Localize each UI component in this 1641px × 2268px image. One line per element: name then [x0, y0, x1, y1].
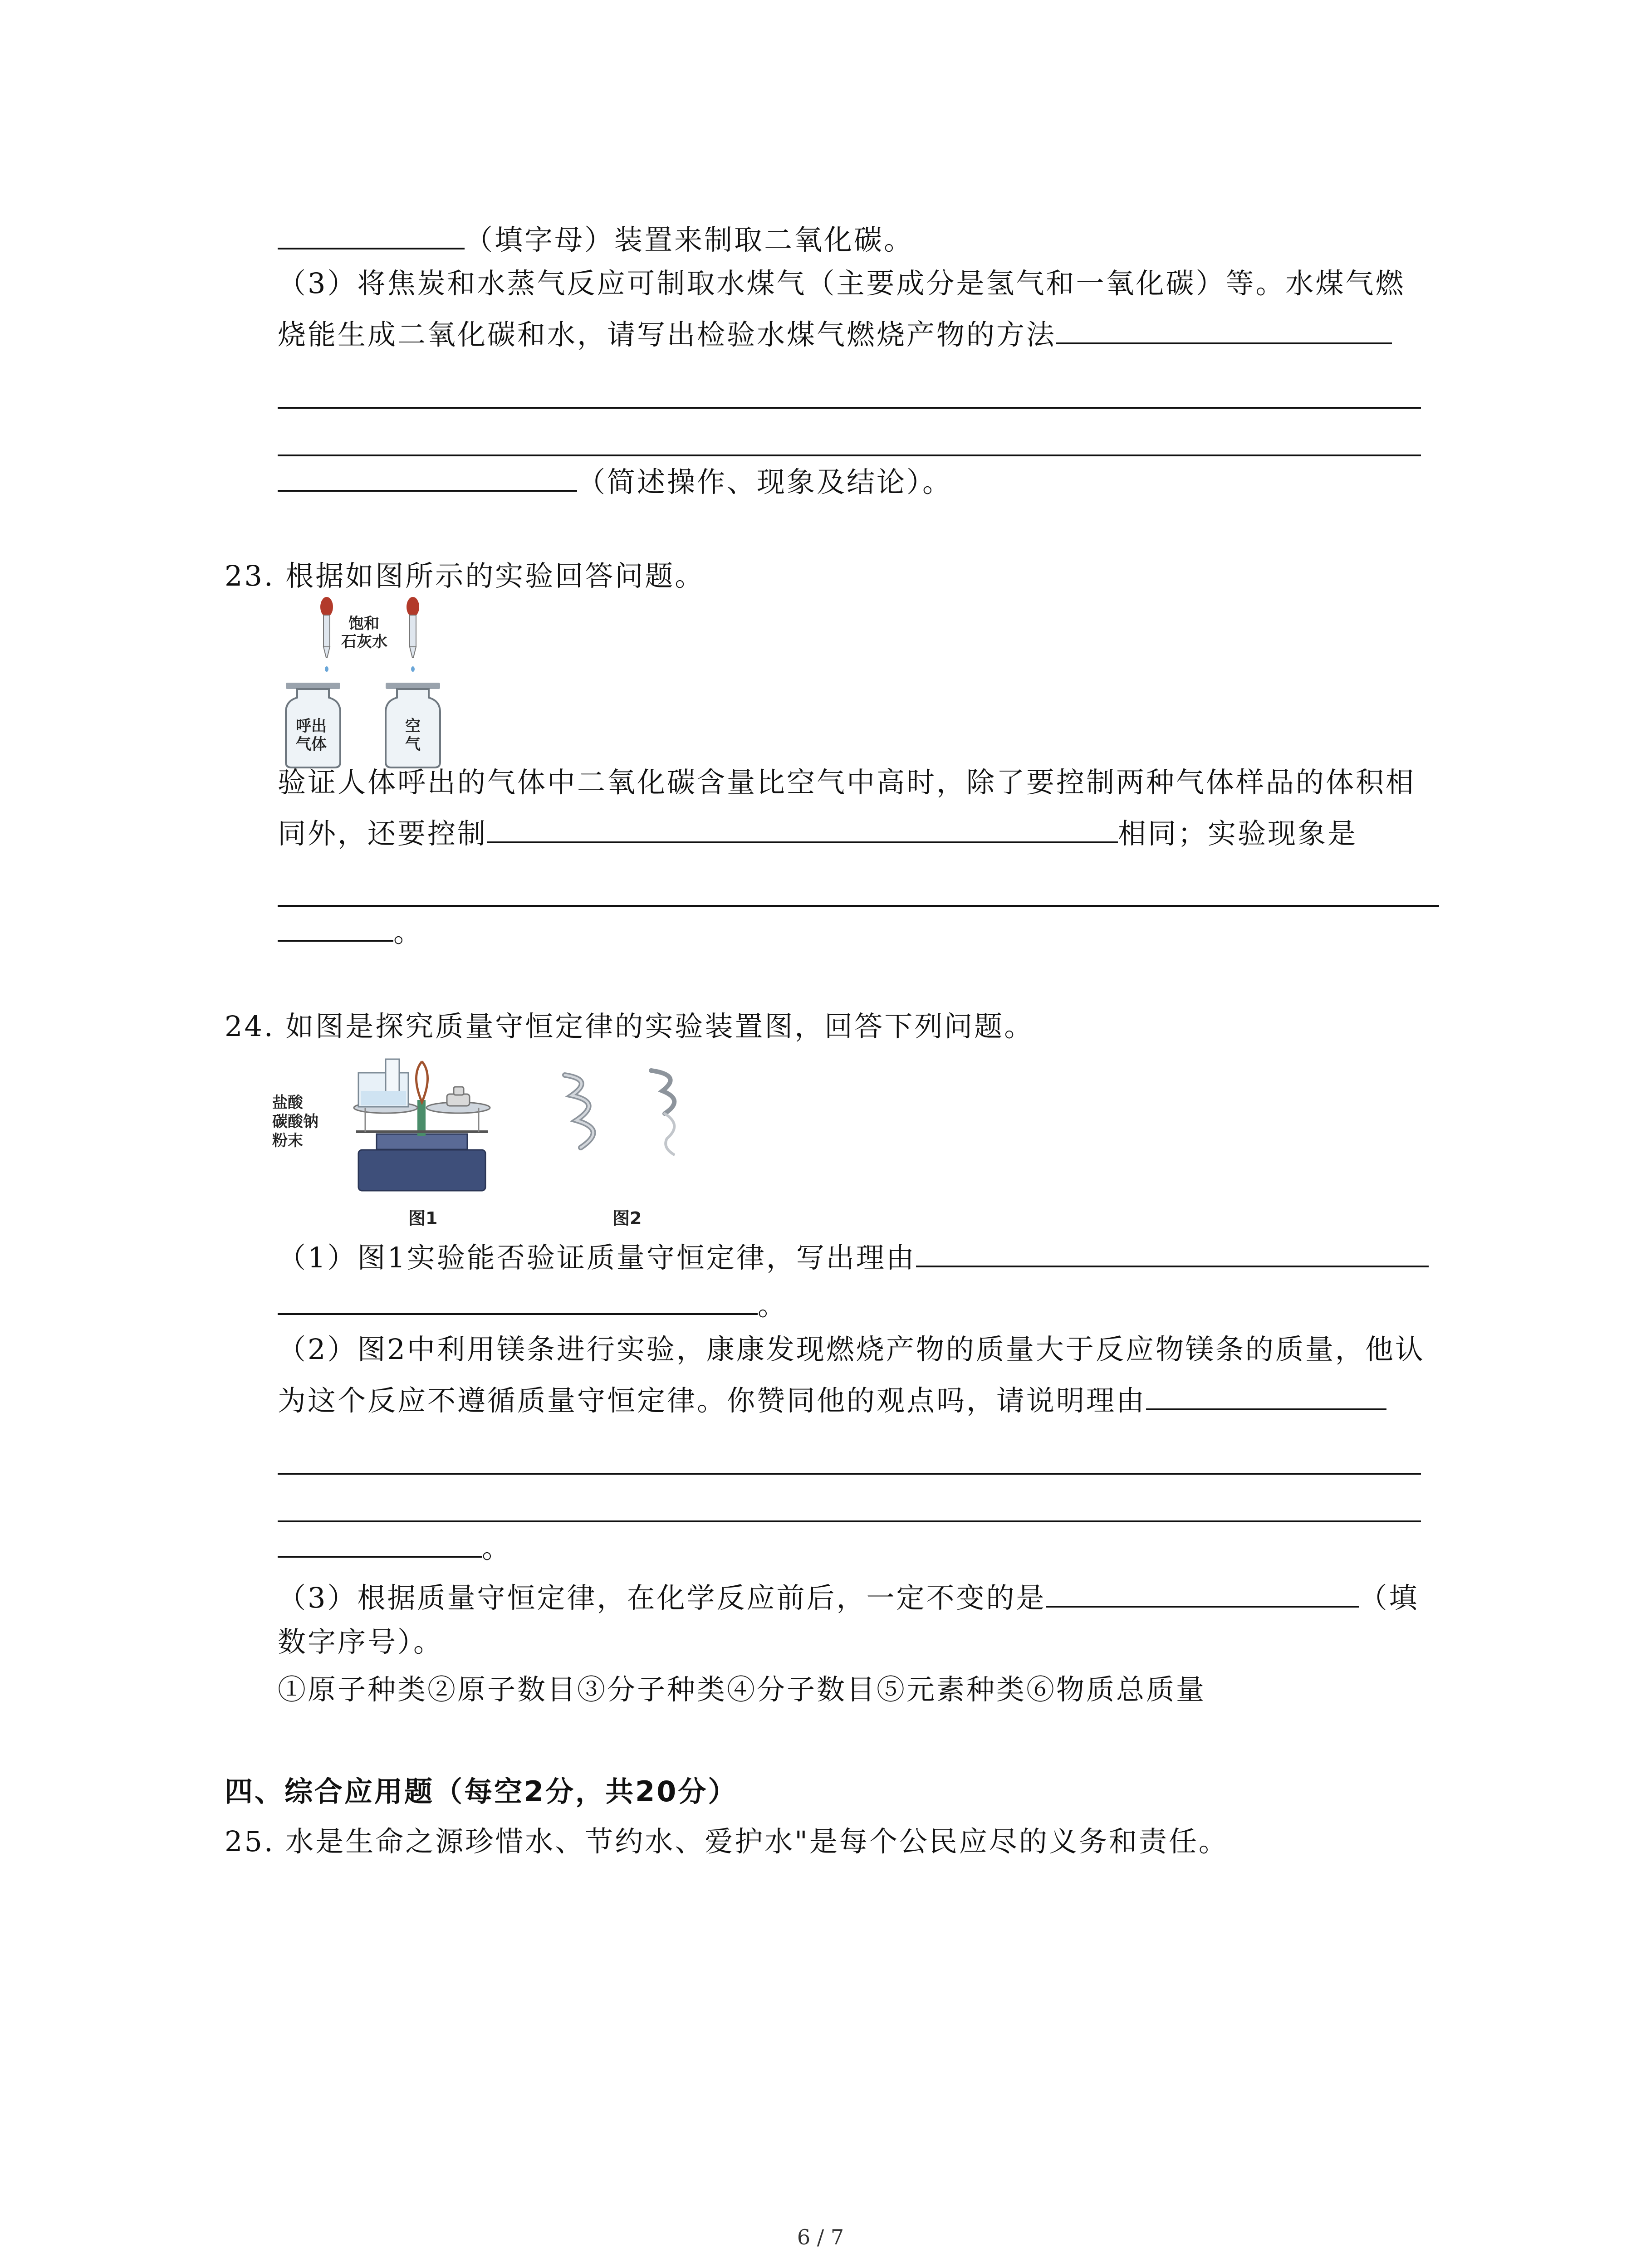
page-number: 6 / 7 — [797, 2225, 844, 2249]
answer-blank[interactable] — [278, 216, 465, 249]
reagent-label: 粉末 — [272, 1132, 303, 1150]
q22-part3-tail-text: （简述操作、现象及结论）。 — [577, 465, 953, 499]
q24-part1-end-mark: 。 — [758, 1289, 788, 1322]
q22-part3-line2 — [278, 311, 1392, 355]
q23-body-line2-prefix: 同外，还要控制 — [278, 817, 488, 850]
mass-conservation-figure — [272, 1057, 726, 1229]
answer-line[interactable] — [278, 1473, 1421, 1475]
q24-part1-end — [278, 1281, 788, 1326]
q24-part3-line2: 数字序号）。 — [278, 1625, 444, 1658]
answer-blank[interactable] — [487, 810, 1118, 843]
bottle-label: 空 — [405, 717, 421, 735]
magnesium-ribbon-icon — [565, 1075, 593, 1148]
answer-blank[interactable] — [1146, 1377, 1386, 1410]
answer-blank[interactable] — [278, 1524, 482, 1558]
answer-blank[interactable] — [1056, 311, 1392, 344]
q23-end — [278, 908, 423, 953]
q23-figure — [272, 590, 463, 771]
bottle-label: 呼出 — [296, 717, 327, 735]
pointer-icon — [416, 1061, 428, 1102]
balance-icon — [354, 1100, 490, 1191]
q24-stem: 24. 如图是探究质量守恒定律的实验装置图，回答下列问题。 — [225, 1010, 1034, 1043]
beaker-icon — [358, 1059, 408, 1107]
answer-blank[interactable] — [916, 1234, 1429, 1267]
reagent-label: 饱和 — [348, 615, 379, 633]
bottle-label: 气 — [405, 735, 421, 753]
q23-body-line1: 验证人体呼出的气体中二氧化碳含量比空气中高时，除了要控制两种气体样品的体积相 — [278, 766, 1416, 799]
q22-part3-line1: （3）将焦炭和水蒸气反应可制取水煤气（主要成分是氢气和一氧化碳）等。水煤气燃 — [278, 267, 1406, 300]
q24-part2-line2-text: 为这个反应不遵循质量守恒定律。你赞同他的观点吗，请说明理由 — [278, 1384, 1146, 1417]
q24-part3-line1 — [278, 1574, 1419, 1618]
q24-part1 — [278, 1234, 1429, 1278]
figure-caption: 图1 — [408, 1208, 438, 1228]
q22-part3-tail — [278, 458, 952, 503]
reagent-label: 碳酸钠 — [272, 1113, 318, 1131]
q23-body-line2 — [278, 810, 1357, 854]
q24-part3-line1-suffix: （填 — [1359, 1581, 1419, 1614]
q24-part2-end-mark: 。 — [482, 1531, 512, 1564]
answer-blank[interactable] — [278, 1281, 758, 1315]
reagent-label: 盐酸 — [272, 1094, 303, 1112]
answer-line[interactable] — [278, 1520, 1421, 1522]
q22-part3-line2-text: 烧能生成二氧化碳和水，请写出检验水煤气燃烧产物的方法 — [278, 318, 1057, 351]
dropper-icon — [407, 597, 419, 672]
dropper-icon — [320, 597, 333, 672]
q25-stem: 25. 水是生命之源珍惜水、节约水、爱护水"是每个公民应尽的义务和责任。 — [225, 1825, 1229, 1858]
burnt-ribbon-icon — [651, 1070, 674, 1154]
q23-end-mark: 。 — [393, 915, 424, 948]
q24-part3-line1-prefix: （3）根据质量守恒定律，在化学反应前后，一定不变的是 — [278, 1581, 1046, 1614]
section4-heading: 四、综合应用题（每空2分，共20分） — [225, 1775, 738, 1808]
answer-line[interactable] — [278, 455, 1421, 456]
q24-part2-line1: （2）图2中利用镁条进行实验，康康发现燃烧产物的质量大于反应物镁条的质量，他认 — [278, 1333, 1425, 1366]
answer-line[interactable] — [278, 407, 1421, 409]
figure-caption: 图2 — [612, 1208, 642, 1228]
answer-blank[interactable] — [1046, 1574, 1359, 1608]
reagent-label: 石灰水 — [341, 633, 387, 651]
q22-line1 — [278, 216, 914, 260]
q24-figure — [272, 1057, 726, 1229]
q24-part2-end — [278, 1524, 512, 1569]
q23-body-line2-suffix: 相同；实验现象是 — [1118, 817, 1358, 850]
q24-part2-line2 — [278, 1377, 1386, 1421]
q22-line1-text: （填字母）装置来制取二氧化碳。 — [465, 223, 914, 256]
answer-blank[interactable] — [278, 908, 393, 942]
weight-icon — [447, 1087, 470, 1106]
q23-stem: 23. 根据如图所示的实验回答问题。 — [225, 559, 705, 592]
answer-line[interactable] — [278, 905, 1439, 907]
q24-options: ①原子种类②原子数目③分子种类④分子数目⑤元素种类⑥物质总质量 — [278, 1673, 1206, 1706]
answer-blank[interactable] — [278, 458, 577, 492]
bottle-label: 气体 — [296, 735, 327, 753]
q24-part1-text: （1）图1实验能否验证质量守恒定律，写出理由 — [278, 1241, 916, 1274]
